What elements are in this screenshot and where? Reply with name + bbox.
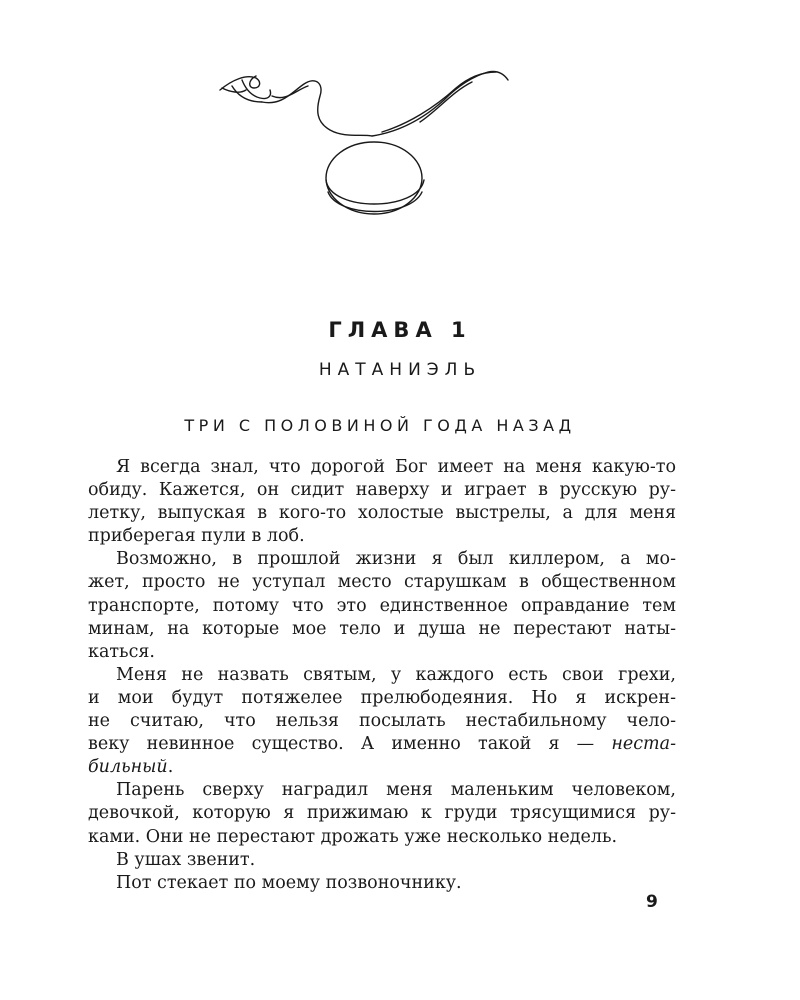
text-line: Возможно, в прошлой жизни я был киллером, а мо- <box>116 549 676 570</box>
text-fragment: веку невинное существо. А именно такой я — <box>88 734 612 755</box>
body-text <box>88 456 676 895</box>
text-line: и мои будут потяжелее прелюбодеяния. Но я искрен- <box>88 687 676 708</box>
italic-word: бильный <box>88 757 168 778</box>
text-line: летку, выпуская в кого-то холостые выстрелы, а для меня <box>88 503 676 524</box>
text-line: не считаю, что нельзя посылать нестабильному чело- <box>88 711 676 732</box>
italic-word: неста- <box>611 734 676 755</box>
text-line: ками. Они не перестают дрожать уже несколько недель. <box>88 826 618 847</box>
text-line: Парень сверху наградил меня маленьким человеком, <box>116 780 676 801</box>
text-line: обиду. Кажется, он сидит наверху и играет в русскую ру- <box>88 480 676 501</box>
page-number: 9 <box>646 892 658 912</box>
text-line: приберегая пули в лоб. <box>88 526 305 547</box>
chapter-ornament-icon <box>212 62 512 222</box>
text-line: Я всегда знал, что дорогой Бог имеет на меня какую-то <box>116 457 676 477</box>
text-line: Меня не назвать святым, у каждого есть свои грехи, <box>116 664 676 685</box>
text-line <box>88 756 676 779</box>
text-line: девочкой, которую я прижимаю к груди трясущимися ру- <box>88 803 676 824</box>
text-line: жет, просто не уступал место старушкам в общественном <box>88 572 676 593</box>
text-fragment: . <box>167 757 174 778</box>
text-line: каться. <box>88 641 155 662</box>
narrator-name: НАТАНИЭЛЬ <box>318 360 482 380</box>
chapter-title: ГЛАВА 1 <box>328 318 472 342</box>
timeframe-subtitle: ТРИ С ПОЛОВИНОЙ ГОДА НАЗАД <box>184 416 576 435</box>
text-line: минам, на которые мое тело и душа не перестают наты- <box>88 618 676 639</box>
text-line: В ушах звенит. <box>116 849 256 870</box>
text-line <box>88 733 676 756</box>
text-line: Пот стекает по моему позвоночнику. <box>116 872 462 893</box>
text-line: транспорте, потому что это единственное оправдание тем <box>88 595 676 616</box>
